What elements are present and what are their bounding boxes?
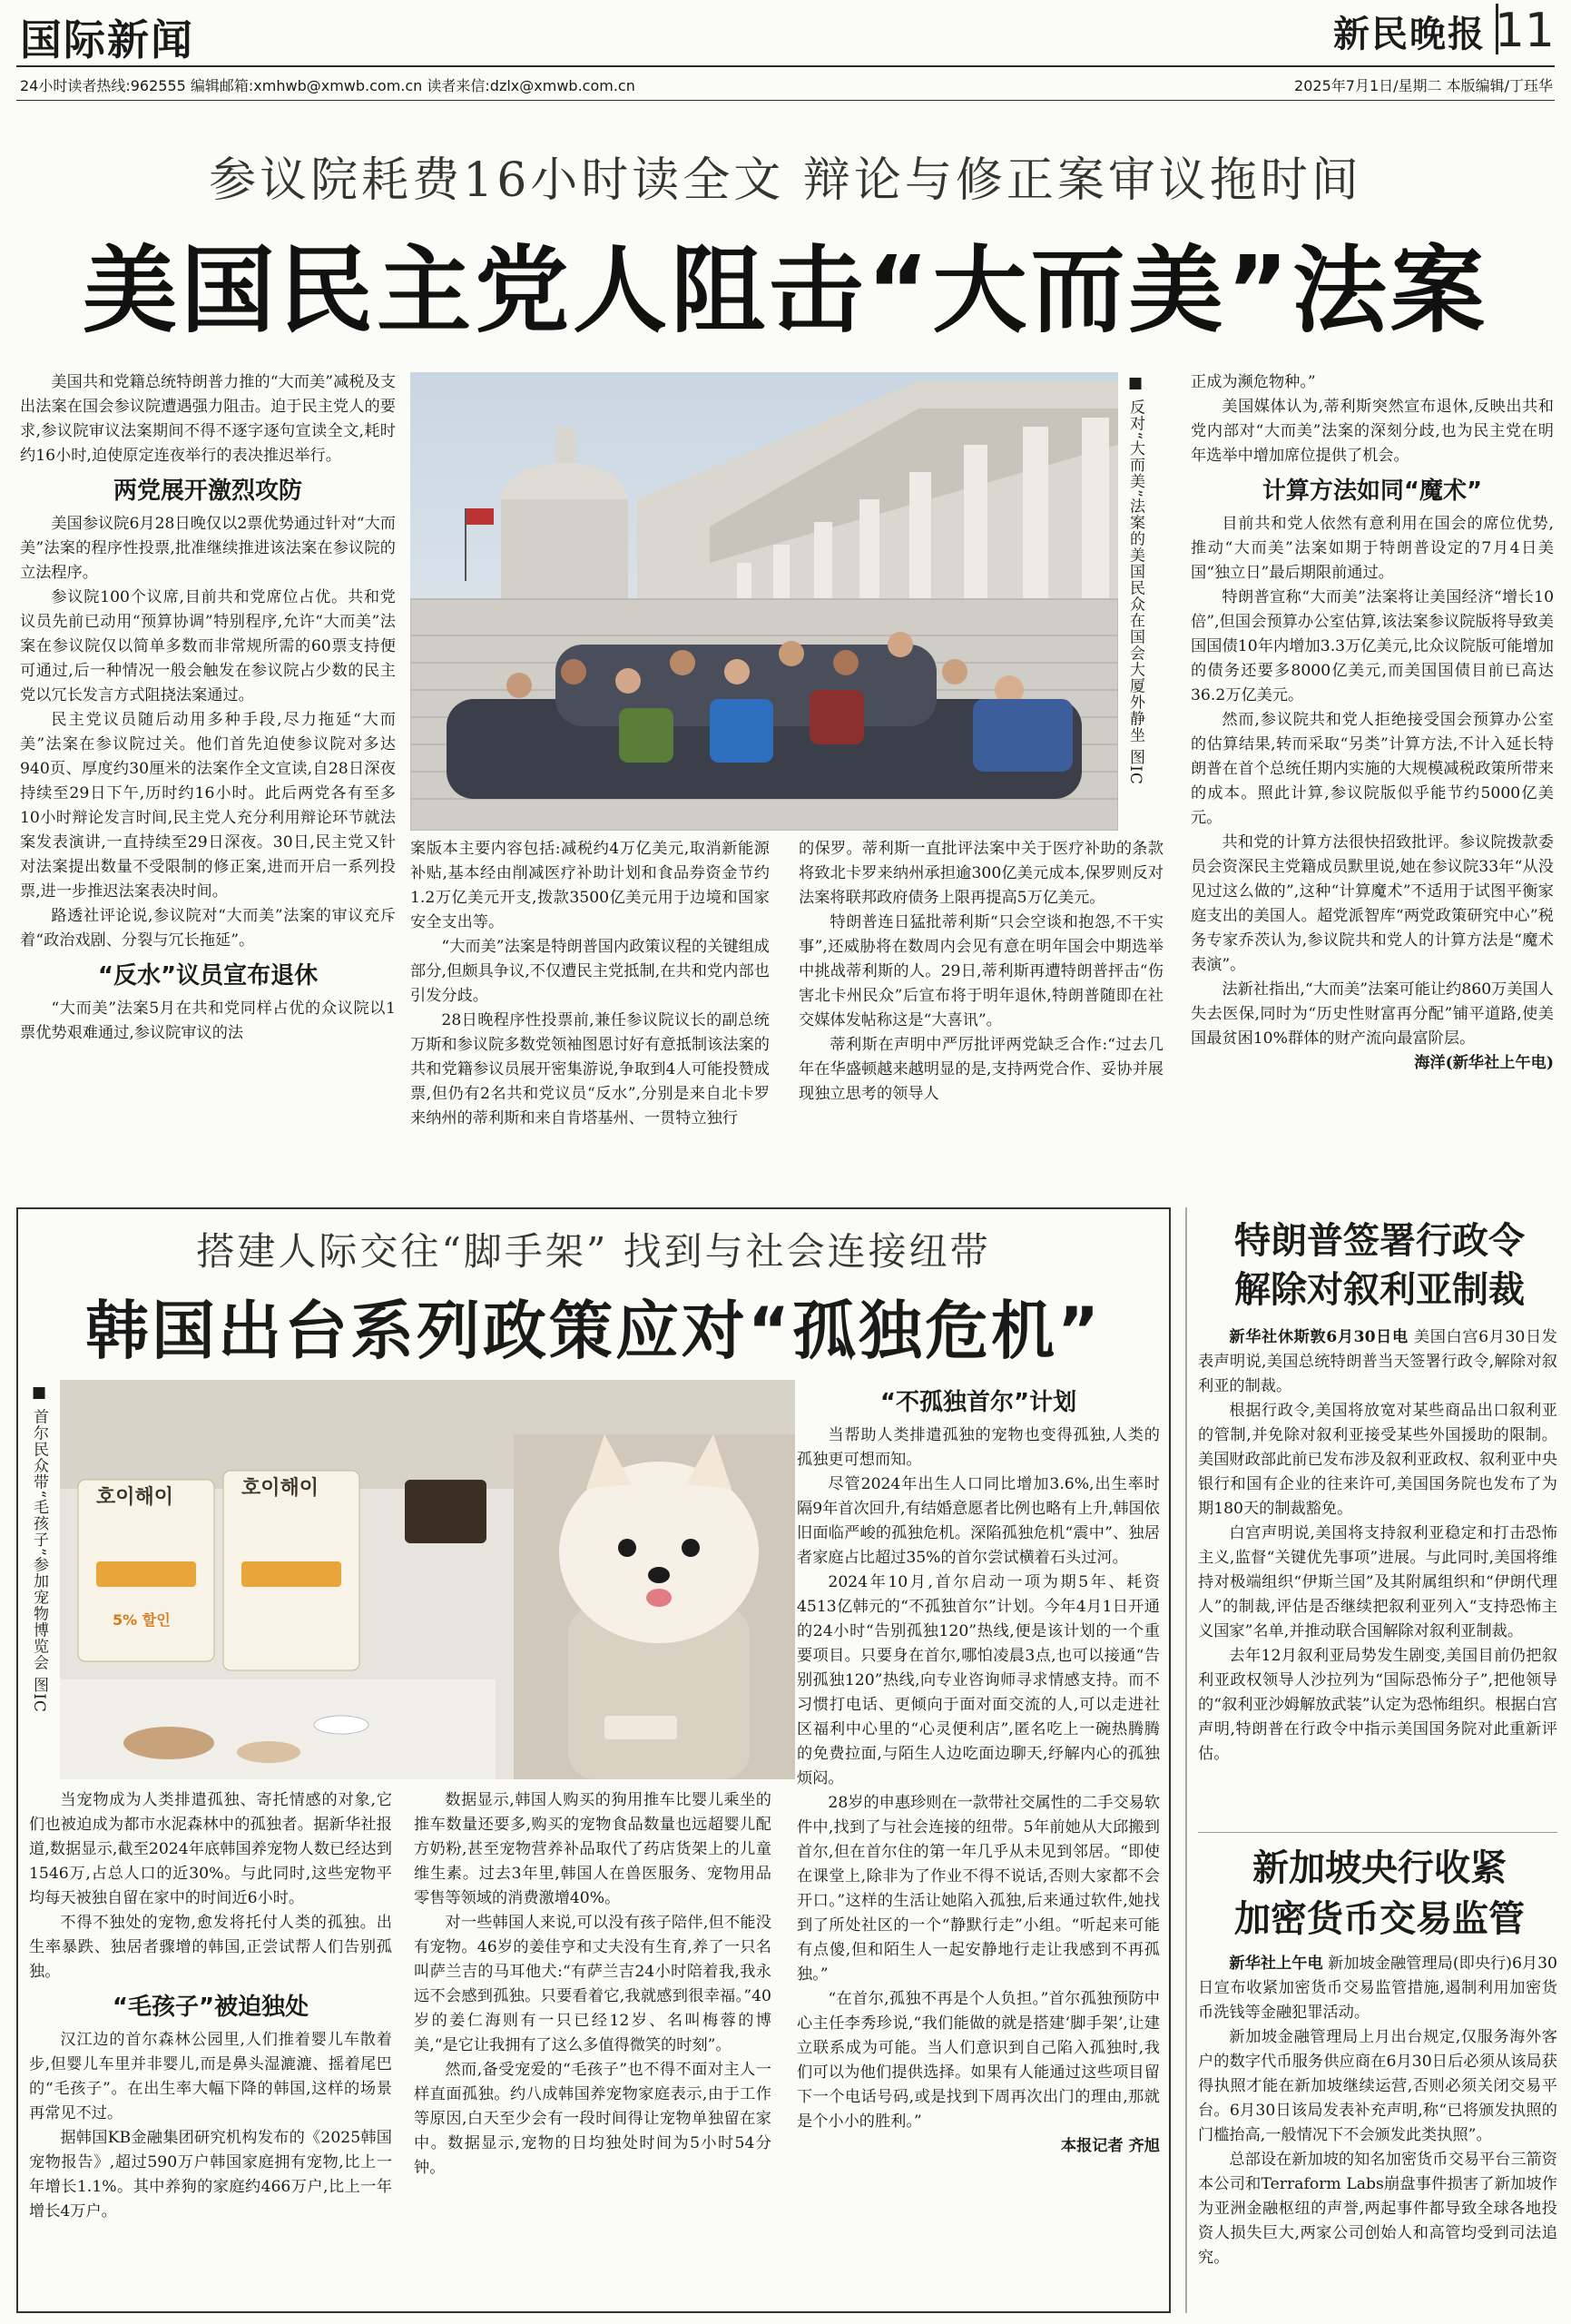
paragraph: 法新社指出,“大而美”法案可能让约860万美国人失去医保,同时为“历史性财富再分配”铺平道路,使美国最贫困10%群体的财产流向最富阶层。 xyxy=(1191,980,1554,1048)
singapore-story-body xyxy=(1198,1952,1557,2311)
syria-story-headline xyxy=(1198,1216,1561,1315)
paragraph: 美国白宫6月30日发表声明说,美国总统特朗普当天签署行政令,解除对叙利亚的制裁。 xyxy=(1198,1328,1557,1395)
discount-sign: 5% 할인 xyxy=(113,1611,171,1629)
subheading: “毛孩子”被迫独处 xyxy=(112,1994,309,2021)
paragraph: 去年12月叙利亚局势发生剧变,美国目前仍把叙利亚政权领导人沙拉列为“国际恐怖分子”,把他领导的“叙利亚沙姆解放武装”认定为恐怖组织。根据白宫声明,特朗普在行政令中指示美国国务院对此重新评估。 xyxy=(1198,1647,1557,1763)
paragraph: 目前共和党人依然有意利用在国会的席位优势,推动“大而美”法案如期于特朗普设定的7月4日美国“独立日”最后期限前通过。 xyxy=(1191,515,1554,582)
right-column-divider xyxy=(1185,1207,1187,2313)
headline-line: 解除对叙利亚制裁 xyxy=(1234,1269,1525,1311)
capitol-protest-photo xyxy=(410,372,1118,831)
paragraph: 参议院100个议席,目前共和党席位占优。共和党议员先前已动用“预算协调”特别程序,允许“大而美”法案在参议院仅以简单多数而非常规所需的60票支持便可通过,后一种情况一般会触发在参议院占少数的民主党以冗长发言方式阻挠法案通过。 xyxy=(20,588,396,704)
paragraph: 总部设在新加坡的知名加密货币交易平台三箭资本公司和Terraform Labs崩盘事件损害了新加坡作为亚洲金融枢纽的声誉,两起事件都导致全球各地投资人损失巨大,两家公司创始人和高管均受到司法追究。 xyxy=(1198,2151,1557,2267)
main-story-column-3 xyxy=(799,837,1164,1198)
byline: 本报记者 齐旭 xyxy=(1060,2137,1160,2155)
dateline: 新华社上午电 xyxy=(1229,1955,1323,1973)
paragraph: 据韩国KB金融集团研究机构发布的《2025韩国宠物报告》,超过590万户韩国家庭拥有宠物,比上一年增长1.1%。其中养狗的家庭约466万户,比上一年增长4万户。 xyxy=(29,2129,392,2221)
paragraph: “大而美”法案是特朗普国内政策议程的关键组成部分,但颇具争议,不仅遭民主党抵制,在共和党内部也引发分歧。 xyxy=(410,938,770,1005)
capitol-photo-caption: ■ 反对“大而美”法案的美国民众在国会大厦外静坐 图IC xyxy=(1126,374,1144,785)
korea-story-column-1 xyxy=(29,1788,392,2306)
main-story-column-1 xyxy=(20,370,396,1198)
paragraph: 路透社评论说,参议院对“大而美”法案的审议充斥着“政治戏剧、分裂与冗长拖延”。 xyxy=(20,907,396,950)
paragraph: 新加坡金融管理局(即央行)6月30日宣布收紧加密货币交易监管措施,遏制利用加密货币洗钱等金融犯罪活动。 xyxy=(1198,1955,1557,2022)
syria-story-body xyxy=(1198,1325,1557,1816)
main-story-column-2 xyxy=(410,837,770,1198)
main-story-kicker: 参议院耗费16小时读全文 辩论与修正案审议拖时间 xyxy=(209,153,1362,208)
byline: 海洋(新华社上午电) xyxy=(1414,1054,1554,1072)
capitol-photo-illustration xyxy=(410,372,1118,831)
korea-story-column-3 xyxy=(797,1380,1160,2306)
info-rule xyxy=(16,100,1555,101)
paragraph: 白宫声明说,美国将支持叙利亚稳定和打击恐怖主义,监督“关键优先事项”进展。与此同时,美国将维持对极端组织“伊斯兰国”及其附属组织和“伊朗代理人”的制裁,评估是否继续把叙利亚列入“支持恐怖主义国家”名单,并推动联合国解除对叙利亚制裁。 xyxy=(1198,1524,1557,1640)
subheading: 两党展开激烈攻防 xyxy=(113,478,302,505)
contact-info: 24小时读者热线:962555 编辑邮箱:xmhwb@xmwb.com.cn 读者来信:dzlx@xmwb.com.cn xyxy=(20,77,635,94)
newspaper-logo: 新民晚报 xyxy=(1333,13,1486,55)
paragraph: 根据行政令,美国将放宽对某些商品出口叙利亚的管制,并免除对叙利亚接受某些外国援助的限制。美国财政部此前已发布涉及叙利亚政权、叙利亚中央银行和国有企业的往来许可,美国国务院也发布了为期180天的制裁豁免。 xyxy=(1198,1402,1557,1518)
paragraph: 2024年10月,首尔启动一项为期5年、耗资4513亿韩元的“不孤独首尔”计划。今年4月1日开通的24小时“告别孤独120”热线,便是该计划的一个重要项目。只要身在首尔,哪怕凌晨3点,也可以接通“告别孤独120”热线,向专业咨询师寻求情感支持。而不习惯打电话、更倾向于面对面交流的人,可以走进社区福利中心里的“心灵便利店”,匿名吃上一碗热腾腾的免费拉面,与陌生人边吃面边聊天,纾解内心的孤独烦闷。 xyxy=(797,1573,1160,1787)
paragraph: 特朗普连日猛批蒂利斯“只会空谈和抱怨,不干实事”,还威胁将在数周内会见有意在明年国会中期选举中挑战蒂利斯的人。29日,蒂利斯再遭特朗普抨击“伤害北卡州民众”后宣布将于明年退休,特朗普随即在社交媒体发帖称这是“大喜讯”。 xyxy=(799,913,1164,1029)
paragraph: 正成为濒危物种。” xyxy=(1191,373,1316,391)
paragraph: 美国共和党籍总统特朗普力推的“大而美”减税及支出法案在国会参议院遭遇强力阻击。迫于民主党人的要求,参议院审议法案期间不得不逐字逐句宣读全文,耗时约16小时,迫使原定连夜举行的表决推迟举行。 xyxy=(20,373,396,465)
headline-line: 新加坡央行收紧 xyxy=(1252,1847,1507,1889)
paragraph: 28岁的申惠珍则在一款带社交属性的二手交易软件中,找到了与社会连接的纽带。5年前她从大邱搬到首尔,但在首尔住的第一年几乎从未见到邻居。“即使在课堂上,除非为了作业不得不说话,否则大家都不会开口。”这样的生活让她陷入孤独,后来通过软件,她找到了所处社区的一个“静默行走”小组。“听起来可能有点傻,但和陌生人一起安静地行走让我感到不再孤独。” xyxy=(797,1794,1160,1984)
paragraph: 案版本主要内容包括:减税约4万亿美元,取消新能源补贴,基本经由削减医疗补助计划和食品券资金节约1.2万亿美元开支,拨款3500亿美元用于边境和国家安全支出等。 xyxy=(410,840,770,931)
main-story-headline: 美国民主党人阻击“大而美”法案 xyxy=(83,235,1488,346)
paragraph: 然而,参议院共和党人拒绝接受国会预算办公室的估算结果,转而采取“另类”计算方法,不计入延长特朗普在首个总统任期内实施的大规模减税政策所带来的成本。照此计算,参议院版似乎能节约5000亿美元。 xyxy=(1191,711,1554,827)
paragraph: 的保罗。蒂利斯一直批评法案中关于医疗补助的条款将致北卡罗来纳州承担逾300亿美元成本,保罗则反对法案将联邦政府债务上限再提高5万亿美元。 xyxy=(799,840,1164,907)
pet-photo-illustration xyxy=(60,1380,795,1779)
date-editor-info: 2025年7月1日/星期二 本版编辑/丁珏华 xyxy=(1294,77,1553,94)
paragraph: 蒂利斯在声明中严厉批评两党缺乏合作:“过去几年在华盛顿越来越明显的是,支持两党合作、妥协并展现独立思考的领导人 xyxy=(799,1036,1164,1103)
paragraph: 美国媒体认为,蒂利斯突然宣布退休,反映出共和党内部对“大而美”法案的深刻分歧,也为民主党在明年选举中增加席位提供了机会。 xyxy=(1191,398,1554,465)
masthead-rule xyxy=(16,65,1555,67)
headline-line: 特朗普签署行政令 xyxy=(1234,1220,1525,1262)
korea-story-headline: 韩国出台系列政策应对“孤独危机” xyxy=(84,1294,1102,1368)
subheading: 计算方法如同“魔术” xyxy=(1262,478,1483,505)
product-sign: 호이해이 xyxy=(241,1477,319,1500)
pet-expo-photo xyxy=(60,1380,795,1779)
paragraph: 特朗普宣称“大而美”法案将让美国经济“增长10倍”,但国会预算办公室估算,该法案参议院版将导致美国国债10年内增加3.3万亿美元,比众议院版可能增加的债务还要多8000亿美元,而美国国债目前已高达36.2万亿美元。 xyxy=(1191,588,1554,704)
paragraph: “在首尔,孤独不再是个人负担。”首尔孤独预防中心主任李秀珍说,“我们能做的就是搭建‘脚手架’,让建立联系成为可能。当人们意识到自己陷入孤独时,我们可以为他们提供选择。如果有人能通过这些项目留下一个电话号码,或是找到下周再次出门的理由,那就是个小小的胜利。” xyxy=(797,1990,1160,2131)
korea-story-column-2 xyxy=(414,1788,771,2306)
product-sign: 호이해이 xyxy=(96,1486,174,1509)
dateline: 新华社休斯敦6月30日电 xyxy=(1229,1328,1409,1346)
paragraph: 不得不独处的宠物,愈发将托付人类的孤独。出生率暴跌、独居者骤增的韩国,正尝试帮人们告别孤独。 xyxy=(29,1914,392,1981)
headline-line: 加密货币交易监管 xyxy=(1234,1898,1525,1940)
story-divider xyxy=(1198,1832,1557,1833)
paragraph: 然而,备受宠爱的“毛孩子”也不得不面对主人一样直面孤独。约八成韩国养宠物家庭表示,由于工作等原因,白天至少会有一段时间得让宠物单独留在家中。数据显示,宠物的日均独处时间为5小时54分钟。 xyxy=(414,2061,771,2177)
paragraph: 当宠物成为人类排遣孤独、寄托情感的对象,它们也被迫成为都市水泥森林中的孤独者。据新华社报道,数据显示,截至2024年底韩国养宠物人数已经达到1546万,占总人口的近30%。与此同时,这些宠物平均每天被独自留在家中的时间近6小时。 xyxy=(29,1791,392,1907)
paragraph: 美国参议院6月28日晚仅以2票优势通过针对“大而美”法案的程序性投票,批准继续推进该法案在参议院的立法程序。 xyxy=(20,515,396,582)
paragraph: 汉江边的首尔森林公园里,人们推着婴儿车散着步,但婴儿车里并非婴儿,而是鼻头湿漉漉、摇着尾巴的“毛孩子”。在出生率大幅下降的韩国,这样的场景再常见不过。 xyxy=(29,2031,392,2122)
singapore-story-headline xyxy=(1198,1843,1561,1945)
paragraph: 数据显示,韩国人购买的狗用推车比婴儿乘坐的推车数量还要多,购买的宠物食品数量也远超婴儿配方奶粉,甚至宠物营养补品取代了药店货架上的儿童维生素。过去3年里,韩国人在兽医服务、宠物用品零售等领域的消费激增40%。 xyxy=(414,1791,771,1907)
paragraph: 新加坡金融管理局上月出台规定,仅服务海外客户的数字代币服务供应商在6月30日后必须从该局获得执照才能在新加坡继续运营,否则必须关闭交易平台。6月30日该局发表补充声明,称“已将颁发执照的门槛抬高,一般情况下不会颁发此类执照”。 xyxy=(1198,2028,1557,2144)
paragraph: 共和党的计算方法很快招致批评。参议院拨款委员会资深民主党籍成员默里说,她在参议院33年“从没见过这么做的”,这种“计算魔术”不适用于试图平衡家庭支出的美国人。超党派智库“两党政策研究中心”税务专家乔茨认为,参议院共和党人的计算方法是“魔术表演”。 xyxy=(1191,833,1554,974)
paragraph: 对一些韩国人来说,可以没有孩子陪伴,但不能没有宠物。46岁的姜佳亨和丈夫没有生育,养了一只名叫萨兰吉的马耳他犬:“有萨兰吉24小时陪着我,我永远不会感到孤独。只要看着它,我就感到很幸福。”40岁的姜仁海则有一只已经12岁、名叫梅蓉的博美,“是它让我拥有了这么多值得微笑的时刻”。 xyxy=(414,1914,771,2054)
paragraph: 当帮助人类排遣孤独的宠物也变得孤独,人类的孤独更可想而知。 xyxy=(797,1426,1160,1469)
section-title: 国际新闻 xyxy=(20,15,194,64)
paragraph: 尽管2024年出生人口同比增加3.6%,出生率时隔9年首次回升,有结婚意愿者比例也略有上升,韩国依旧面临严峻的孤独危机。深陷孤独危机“震中”、独居者家庭占比超过35%的首尔尝试横着石头过河。 xyxy=(797,1475,1160,1567)
paragraph: 28日晚程序性投票前,兼任参议院议长的副总统万斯和参议院多数党领袖图恩讨好有意抵制该法案的共和党籍参议员展开密集游说,争取到4人可能投赞成票,但仍有2名共和党议员“反水”,分别是来自北卡罗来纳州的蒂利斯和来自肯塔基州、一贯特立独行 xyxy=(410,1011,770,1128)
subheading: “不孤独首尔”计划 xyxy=(879,1389,1077,1416)
pet-photo-caption: ■ 首尔民众带“毛孩子”参加宠物博览会 图IC xyxy=(30,1384,48,1713)
paragraph: “大而美”法案5月在共和党同样占优的众议院以1票优势艰难通过,参议院审议的法 xyxy=(20,1000,396,1042)
page-number: 11 xyxy=(1494,4,1555,58)
korea-story-kicker: 搭建人际交往“脚手架” 找到与社会连接纽带 xyxy=(196,1229,991,1274)
subheading: “反水”议员宣布退休 xyxy=(97,962,319,990)
paragraph: 民主党议员随后动用多种手段,尽力拖延“大而美”法案在参议院过关。他们首先迫使参议院对多达940页、厚度约30厘米的法案作全文宣读,自28日深夜持续至29日下午,历时约16小时。此后两党各有至多10小时辩论发言时间,民主党人充分利用辩论环节就法案发表演讲,一直持续至29日深夜。30日,民主党又针对法案提出数量不受限制的修正案,进而开启一系列投票,进一步推迟法案表决时间。 xyxy=(20,711,396,901)
main-story-column-4 xyxy=(1191,370,1554,1198)
